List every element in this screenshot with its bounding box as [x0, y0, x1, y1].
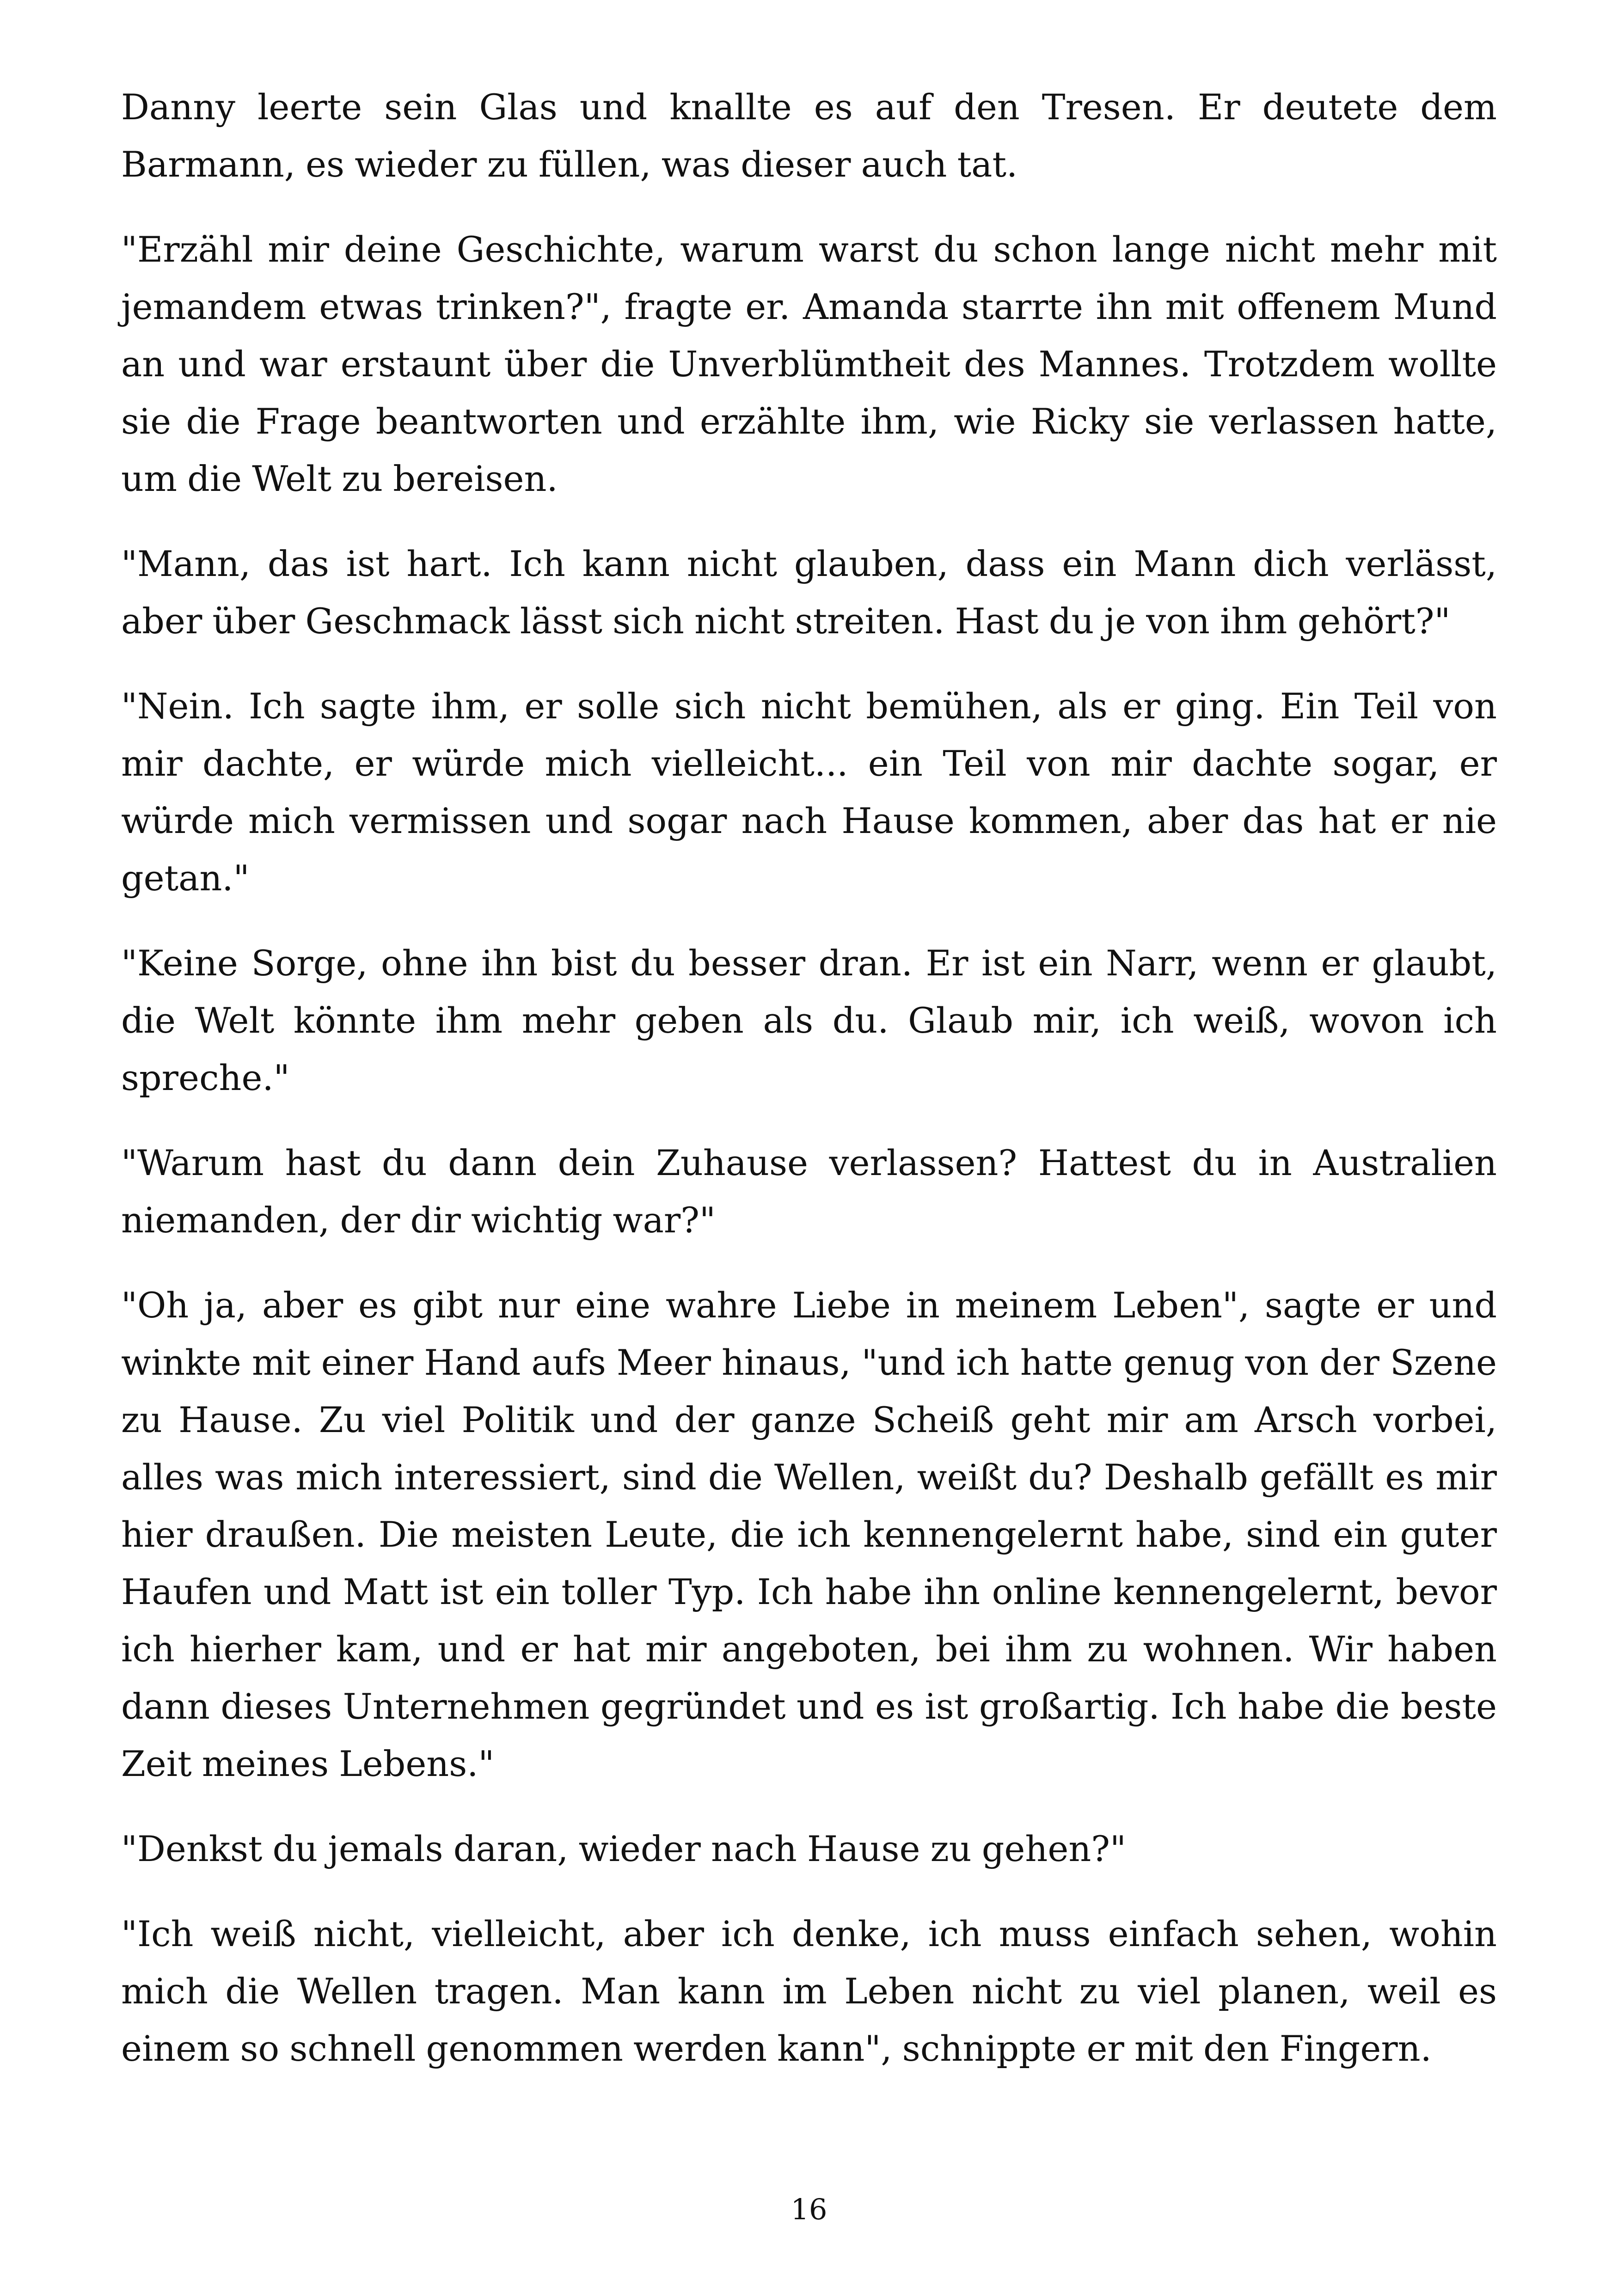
page-number: 16	[791, 2192, 827, 2226]
paragraph-1: Danny leerte sein Glas und knallte es auf den Tresen. Er deutete dem Barmann, es wieder zu füllen, was dieser auch tat.	[121, 86, 1497, 185]
paragraph-4: "Nein. Ich sagte ihm, er solle sich nicht bemühen, als er ging. Ein Teil von mir dachte, er würde mich vielleicht... ein Teil von mir dachte sogar, er würde mich vermissen und sogar nach Hause kommen, aber das hat er nie getan."	[121, 686, 1497, 899]
body-text	[121, 79, 1497, 2105]
paragraph-6: "Warum hast du dann dein Zuhause verlassen? Hattest du in Australien niemanden, der dir wichtig war?"	[121, 1142, 1497, 1241]
paragraph-3: "Mann, das ist hart. Ich kann nicht glauben, dass ein Mann dich verlässt, aber über Geschmack lässt sich nicht streiten. Hast du je von ihm gehört?"	[121, 543, 1497, 642]
paragraph-2: "Erzähl mir deine Geschichte, warum warst du schon lange nicht mehr mit jemandem etwas trinken?", fragte er. Amanda starrte ihn mit offenem Mund an und war erstaunt über die Unverblümtheit des Mannes. Trotzdem wollte sie die Frage beantworten und erzählte ihm, wie Ricky sie verlassen hatte, um die Welt zu bereisen.	[121, 229, 1497, 499]
paragraph-9: "Ich weiß nicht, vielleicht, aber ich denke, ich muss einfach sehen, wohin mich die Wellen tragen. Man kann im Leben nicht zu viel planen, weil es einem so schnell genommen werden kann", schnippte er mit den Fingern.	[121, 1913, 1497, 2069]
paragraph-8: "Denkst du jemals daran, wieder nach Hause zu gehen?"	[121, 1828, 1126, 1869]
paragraph-7: "Oh ja, aber es gibt nur eine wahre Liebe in meinem Leben", sagte er und winkte mit einer Hand aufs Meer hinaus, "und ich hatte genug von der Szene zu Hause. Zu viel Politik und der ganze Scheiß geht mir am Arsch vorbei, alles was mich interessiert, sind die Wellen, weißt du? Deshalb gefällt es mir hier draußen. Die meisten Leute, die ich kennengelernt habe, sind ein guter Haufen und Matt ist ein toller Typ. Ich habe ihn online kennengelernt, bevor ich hierher kam, und er hat mir angeboten, bei ihm zu wohnen. Wir haben dann dieses Unternehmen gegründet und es ist großartig. Ich habe die beste Zeit meines Lebens."	[121, 1285, 1497, 1784]
paragraph-5: "Keine Sorge, ohne ihn bist du besser dran. Er ist ein Narr, wenn er glaubt, die Welt könnte ihm mehr geben als du. Glaub mir, ich weiß, wovon ich spreche."	[121, 943, 1497, 1098]
